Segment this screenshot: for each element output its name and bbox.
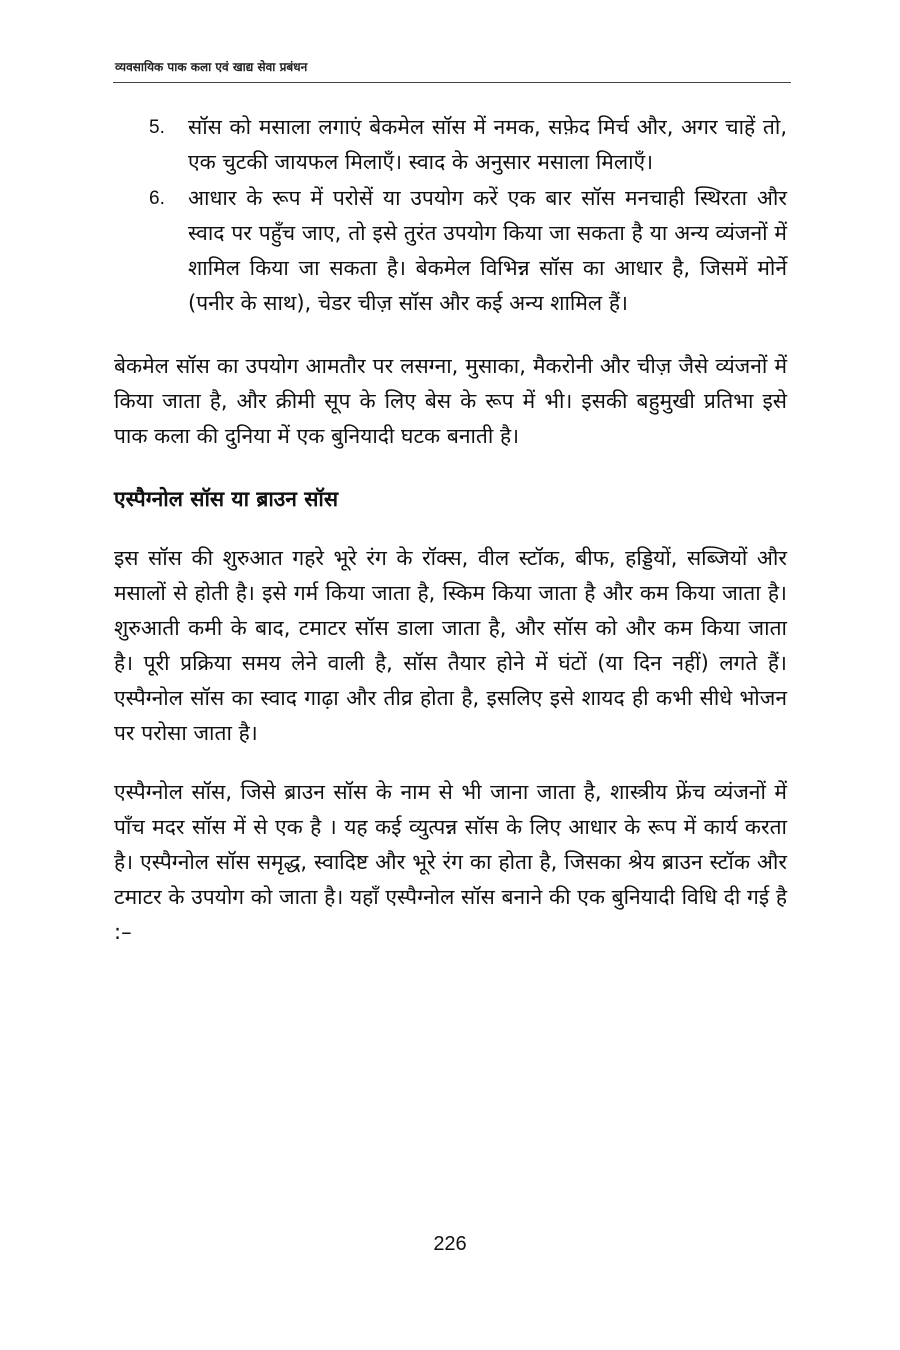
paragraph-espagnole-process: इस सॉस की शुरुआत गहरे भूरे रंग के रॉक्स, वील स्टॉक, बीफ, हड्डियों, सब्जियों और मसालों से होती है। इसे गर्म किया जाता है, स्किम किया जाता है और कम किया जाता है। शुरुआती कमी के बाद, टमाटर सॉस डाला जाता है, और सॉस को और कम किया जाता है। पूरी प्रक्रिया समय लेने वाली है, सॉस तैयार होने में घंटों (या दिन नहीं) लगते हैं। एस्पैग्नोल सॉस का स्वाद गाढ़ा और तीव्र होता है, इसलिए इसे शायद ही कभी सीधे भोजन पर परोसा जाता है। [114, 546, 787, 745]
section-heading: एस्पैग्नोल सॉस या ब्राउन सॉस [114, 487, 339, 511]
list-item-number: 6. [149, 188, 165, 209]
paragraph-espagnole-intro: एस्पैग्नोल सॉस, जिसे ब्राउन सॉस के नाम से भी जाना जाता है, शास्त्रीय फ्रेंच व्यंजनों में पाँच मदर सॉस में से एक है । यह कई व्युत्पन्न सॉस के लिए आधार के रूप में कार्य करता है। एस्पैग्नोल सॉस समृद्ध, स्वादिष्ट और भूरे रंग का होता है, जिसका श्रेय ब्राउन स्टॉक और टमाटर के उपयोग को जाता है। यहाँ एस्पैग्नोल सॉस बनाने की एक बुनियादी विधि दी गई है :– [114, 780, 787, 944]
header-divider [113, 82, 791, 83]
paragraph-bechamel-uses: बेकमेल सॉस का उपयोग आमतौर पर लसग्ना, मुसाका, मैकरोनी और चीज़ जैसे व्यंजनों में किया जाता है, और क्रीमी सूप के लिए बेस के रूप में भी। इसकी बहुमुखी प्रतिभा इसे पाक कला की दुनिया में एक बुनियादी घटक बनाती है। [114, 354, 787, 448]
list-item-number: 5. [149, 117, 165, 138]
page-body [114, 110, 787, 950]
list-item [114, 110, 787, 180]
list-item-text: सॉस को मसाला लगाएं बेकमेल सॉस में नमक, सफ़ेद मिर्च और, अगर चाहें तो, एक चुटकी जायफल मिलाएँ। स्वाद के अनुसार मसाला मिलाएँ। [188, 115, 787, 174]
running-header: व्यवसायिक पाक कला एवं खाद्य सेवा प्रबंधन [115, 60, 308, 74]
numbered-list [114, 110, 787, 321]
list-item-text: आधार के रूप में परोसें या उपयोग करें एक बार सॉस मनचाही स्थिरता और स्वाद पर पहुँच जाए, तो इसे तुरंत उपयोग किया जा सकता है या अन्य व्यंजनों में शामिल किया जा सकता है। बेकमेल विभिन्न सॉस का आधार है, जिसमें मोर्ने (पनीर के साथ), चेडर चीज़ सॉस और कई अन्य शामिल हैं। [188, 186, 787, 315]
page-number: 226 [433, 1233, 467, 1255]
list-item [114, 181, 787, 321]
